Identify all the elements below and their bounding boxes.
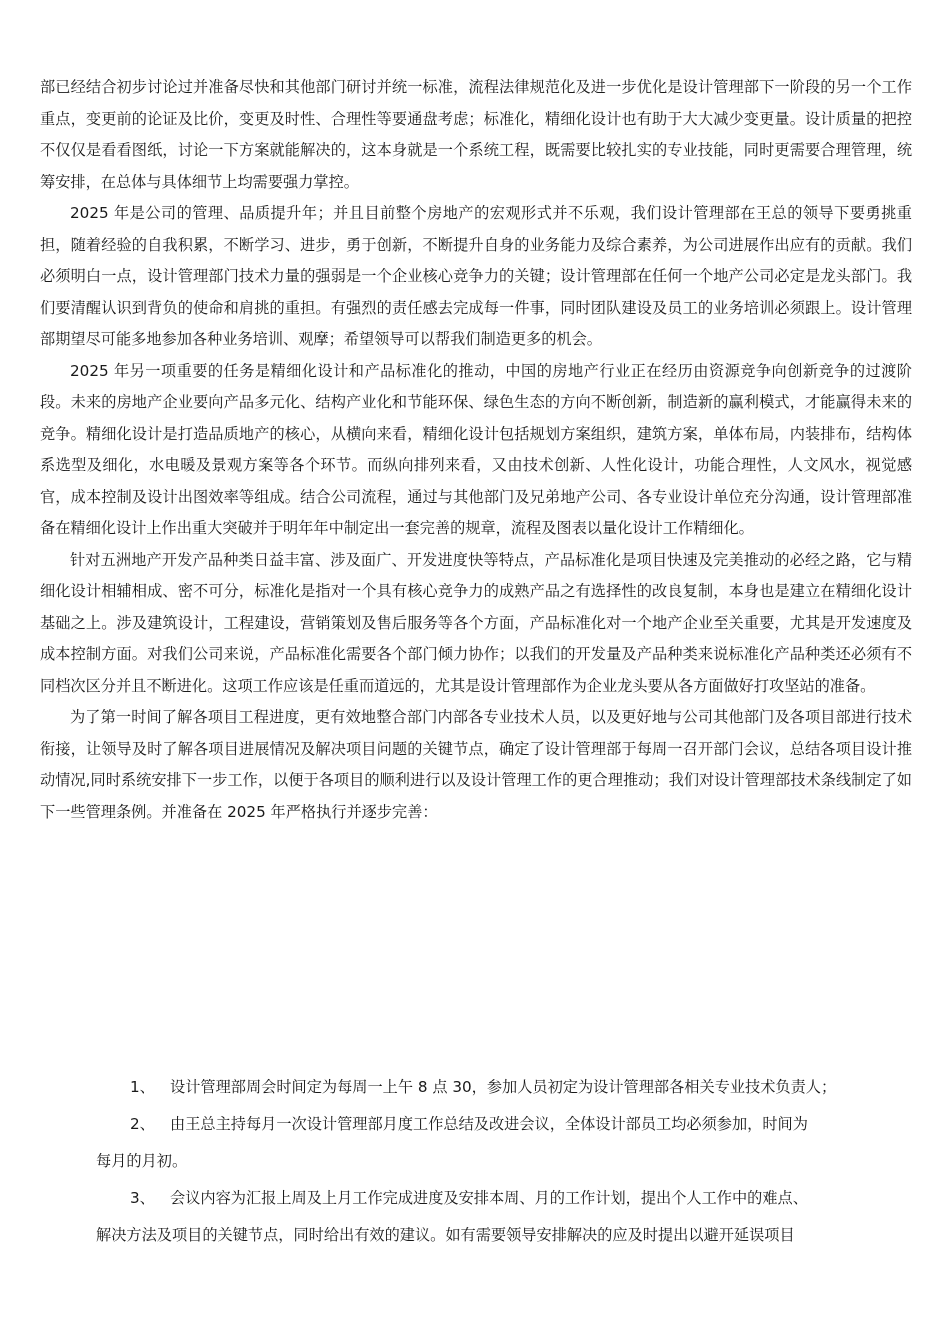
list-item-number: 1、: [130, 1078, 155, 1096]
list-item-text: 由王总主持每月一次设计管理部月度工作总结及改进会议，全体设计部员工均必须参加，时间为: [170, 1115, 808, 1133]
list-item-number: 3、: [130, 1189, 155, 1207]
list-item-number: 2、: [130, 1115, 155, 1133]
paragraph-4: 针对五洲地产开发产品种类日益丰富、涉及面广、开发进度快等特点，产品标准化是项目快速及完美推动的必经之路，它与精细化设计相辅相成、密不可分，标准化是指对一个具有核心竞争力的成熟产品之有选择性的改良复制，本身也是建立在精细化设计基础之上。涉及建筑设计，工程建设，营销策划及售后服务等各个方面，产品标准化对一个地产企业至关重要，尤其是开发速度及成本控制方面。对我们公司来说，产品标准化需要各个部门倾力协作；以我们的开发量及产品种类来说标准化产品种类还必须有不同档次区分并且不断进化。这项工作应该是任重而道远的，尤其是设计管理部作为企业龙头要从各方面做好打攻坚站的准备。: [40, 550, 912, 695]
list-item-continuation: 解决方法及项目的关键节点，同时给出有效的建议。如有需要领导安排解决的应及时提出以避开延误项目: [96, 1226, 795, 1244]
list-item: [130, 1109, 920, 1141]
paragraph-2: 2025 年是公司的管理、品质提升年；并且目前整个房地产的宏观形式并不乐观，我们设计管理部在王总的领导下要勇挑重担，随着经验的自我积累，不断学习、进步，勇于创新，不断提升自身的业务能力及综合素养，为公司进展作出应有的贡献。我们必须明白一点，设计管理部门技术力量的强弱是一个企业核心竞争力的关键；设计管理部在任何一个地产公司必定是龙头部门。我们要清醒认识到背负的使命和肩挑的重担。有强烈的责任感去完成每一件事，同时团队建设及员工的业务培训必须跟上。设计管理部期望尽可能多地参加各种业务培训、观摩；希望领导可以帮我们制造更多的机会。: [40, 204, 912, 348]
document-body: [40, 72, 912, 828]
list-item: [130, 1183, 920, 1215]
list-item-text: 会议内容为汇报上周及上月工作完成进度及安排本周、月的工作计划，提出个人工作中的难点、: [170, 1189, 808, 1207]
list-item-text: 设计管理部周会时间定为每周一上午 8 点 30，参加人员初定为设计管理部各相关专业技术负责人；: [170, 1078, 837, 1096]
list-item-continuation: 每月的月初。: [96, 1152, 188, 1170]
paragraph-3: 2025 年另一项重要的任务是精细化设计和产品标准化的推动，中国的房地产行业正在经历由资源竞争向创新竞争的过渡阶段。未来的房地产企业要向产品多元化、结构产业化和节能环保、绿色生态的方向不断创新，制造新的赢利模式，才能赢得未来的竞争。精细化设计是打造品质地产的核心，从横向来看，精细化设计包括规划方案组织，建筑方案，单体布局，内装排布，结构体系选型及细化，水电暖及景观方案等各个环节。而纵向排列来看，又由技术创新、人性化设计，功能合理性，人文风水，视觉感官，成本控制及设计出图效率等组成。结合公司流程，通过与其他部门及兄弟地产公司、各专业设计单位充分沟通，设计管理部准备在精细化设计上作出重大突破并于明年年中制定出一套完善的规章，流程及图表以量化设计工作精细化。: [40, 361, 912, 537]
list-item: [130, 1072, 920, 1104]
paragraph-5: 为了第一时间了解各项目工程进度，更有效地整合部门内部各专业技术人员，以及更好地与公司其他部门及各项目部进行技术衔接，让领导及时了解各项目进展情况及解决项目问题的关键节点，确定了设计管理部于每周一召开部门会议，总结各项目设计推动情况,同时系统安排下一步工作，以便于各项目的顺利进行以及设计管理工作的更合理推动；我们对设计管理部技术条线制定了如下一些管理条例。并准备在 2025 年严格执行并逐步完善：: [40, 708, 912, 821]
paragraph-1: 部已经结合初步讨论过并准备尽快和其他部门研讨并统一标准，流程法律规范化及进一步优化是设计管理部下一阶段的另一个工作重点，变更前的论证及比价，变更及时性、合理性等要通盘考虑；标准化，精细化设计也有助于大大减少变更量。设计质量的把控不仅仅是看看图纸，讨论一下方案就能解决的，这本身就是一个系统工程，既需要比较扎实的专业技能，同时更需要合理管理，统筹安排，在总体与具体细节上均需要强力掌控。: [40, 78, 912, 191]
